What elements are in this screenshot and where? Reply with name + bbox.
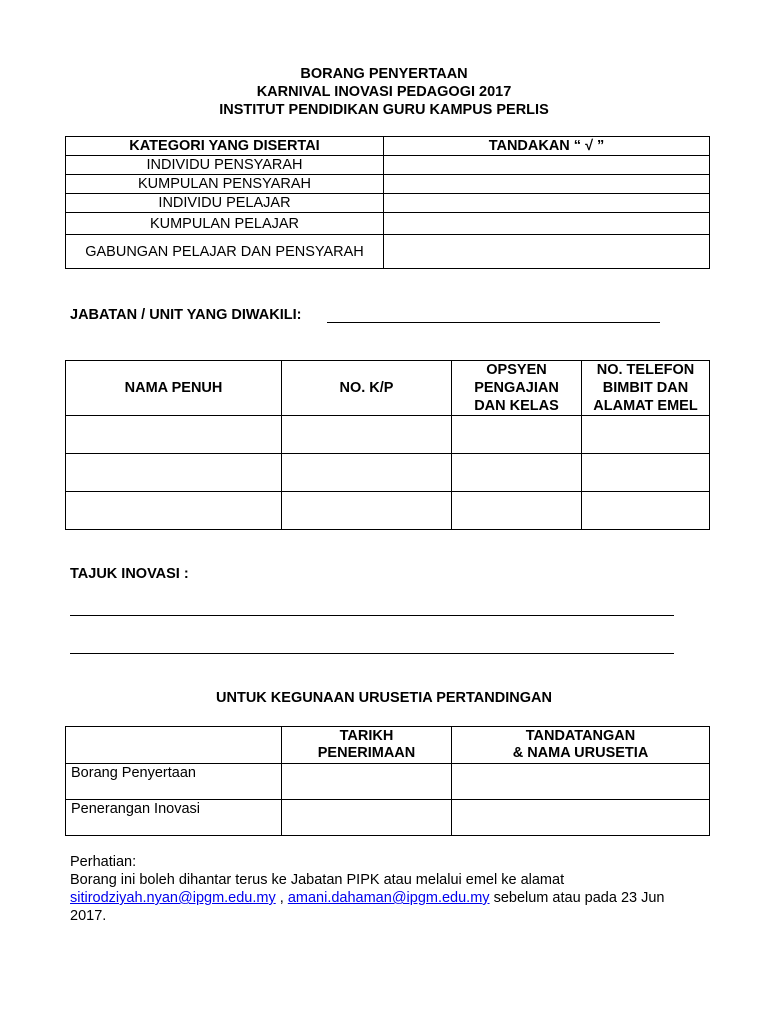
note-line: Borang ini boleh dihantar terus ke Jabatan PIPK atau melalui emel ke alamat bbox=[70, 872, 565, 888]
tick-cell[interactable] bbox=[384, 235, 710, 269]
category-option: INDIVIDU PENSYARAH bbox=[66, 156, 384, 175]
category-option: INDIVIDU PELAJAR bbox=[66, 194, 384, 213]
category-table bbox=[65, 136, 710, 269]
secretariat-corner-cell bbox=[66, 727, 282, 764]
header-line: NO. TELEFON bbox=[596, 362, 695, 378]
date-cell[interactable] bbox=[282, 800, 452, 836]
secretariat-table bbox=[65, 726, 710, 836]
signature-cell[interactable] bbox=[452, 800, 710, 836]
name-cell[interactable] bbox=[66, 454, 282, 492]
department-label: JABATAN / UNIT YANG DIWAKILI: bbox=[70, 307, 302, 323]
form-title: BORANG PENYERTAAN bbox=[300, 66, 468, 82]
event-title: KARNIVAL INOVASI PEDAGOGI 2017 bbox=[256, 84, 512, 100]
header-line: DAN KELAS bbox=[474, 398, 559, 414]
email-link-1[interactable]: sitirodziyah.nyan@ipgm.edu.my bbox=[70, 890, 276, 906]
name-cell[interactable] bbox=[66, 492, 282, 530]
tick-cell[interactable] bbox=[384, 194, 710, 213]
row-label: Borang Penyertaan bbox=[66, 764, 282, 800]
email-separator: , bbox=[275, 890, 288, 906]
innovation-title-line[interactable] bbox=[70, 653, 674, 654]
category-option: GABUNGAN PELAJAR DAN PENSYARAH bbox=[66, 235, 384, 269]
header-line: PENGAJIAN bbox=[474, 380, 559, 396]
header-study-option bbox=[452, 361, 582, 416]
option-cell[interactable] bbox=[452, 454, 582, 492]
department-input-line[interactable] bbox=[327, 322, 660, 323]
header-received-date bbox=[282, 727, 452, 764]
institute-title: INSTITUT PENDIDIKAN GURU KAMPUS PERLIS bbox=[219, 102, 549, 118]
category-option: KUMPULAN PELAJAR bbox=[66, 213, 384, 235]
table-row bbox=[66, 492, 710, 530]
email-link-2[interactable]: amani.dahaman@ipgm.edu.my bbox=[287, 890, 490, 906]
header-signature-name bbox=[452, 727, 710, 764]
header-phone-email bbox=[582, 361, 710, 416]
header-line: TARIKH bbox=[339, 728, 394, 744]
option-cell[interactable] bbox=[452, 492, 582, 530]
phone-email-cell[interactable] bbox=[582, 492, 710, 530]
header-line: OPSYEN bbox=[486, 362, 547, 378]
header-full-name: NAMA PENUH bbox=[66, 361, 282, 416]
ic-cell[interactable] bbox=[282, 416, 452, 454]
signature-cell[interactable] bbox=[452, 764, 710, 800]
phone-email-cell[interactable] bbox=[582, 454, 710, 492]
tick-cell[interactable] bbox=[384, 175, 710, 194]
header-line: TANDATANGAN bbox=[525, 728, 636, 744]
header-ic-number: NO. K/P bbox=[282, 361, 452, 416]
name-cell[interactable] bbox=[66, 416, 282, 454]
note-heading: Perhatian: bbox=[70, 854, 137, 870]
phone-email-cell[interactable] bbox=[582, 416, 710, 454]
table-row bbox=[66, 454, 710, 492]
table-row bbox=[66, 416, 710, 454]
note-year: 2017. bbox=[70, 908, 107, 924]
note-block bbox=[70, 853, 710, 925]
header-line: ALAMAT EMEL bbox=[593, 398, 698, 414]
date-cell[interactable] bbox=[282, 764, 452, 800]
innovation-title-label: TAJUK INOVASI : bbox=[70, 566, 189, 582]
header-line: PENERIMAAN bbox=[317, 745, 416, 761]
row-label: Penerangan Inovasi bbox=[66, 800, 282, 836]
tick-header: TANDAKAN “ √ ” bbox=[384, 137, 710, 156]
ic-cell[interactable] bbox=[282, 492, 452, 530]
header-line: BIMBIT DAN bbox=[602, 380, 689, 396]
option-cell[interactable] bbox=[452, 416, 582, 454]
innovation-title-line[interactable] bbox=[70, 615, 674, 616]
ic-cell[interactable] bbox=[282, 454, 452, 492]
tick-cell[interactable] bbox=[384, 213, 710, 235]
secretariat-title: UNTUK KEGUNAAN URUSETIA PERTANDINGAN bbox=[216, 690, 552, 706]
category-option: KUMPULAN PENSYARAH bbox=[66, 175, 384, 194]
note-deadline: sebelum atau pada 23 Jun bbox=[489, 890, 665, 906]
category-header: KATEGORI YANG DISERTAI bbox=[66, 137, 384, 156]
note-emails-line bbox=[70, 889, 710, 907]
participant-table bbox=[65, 360, 710, 530]
tick-cell[interactable] bbox=[384, 156, 710, 175]
header-line: & NAMA URUSETIA bbox=[512, 745, 649, 761]
